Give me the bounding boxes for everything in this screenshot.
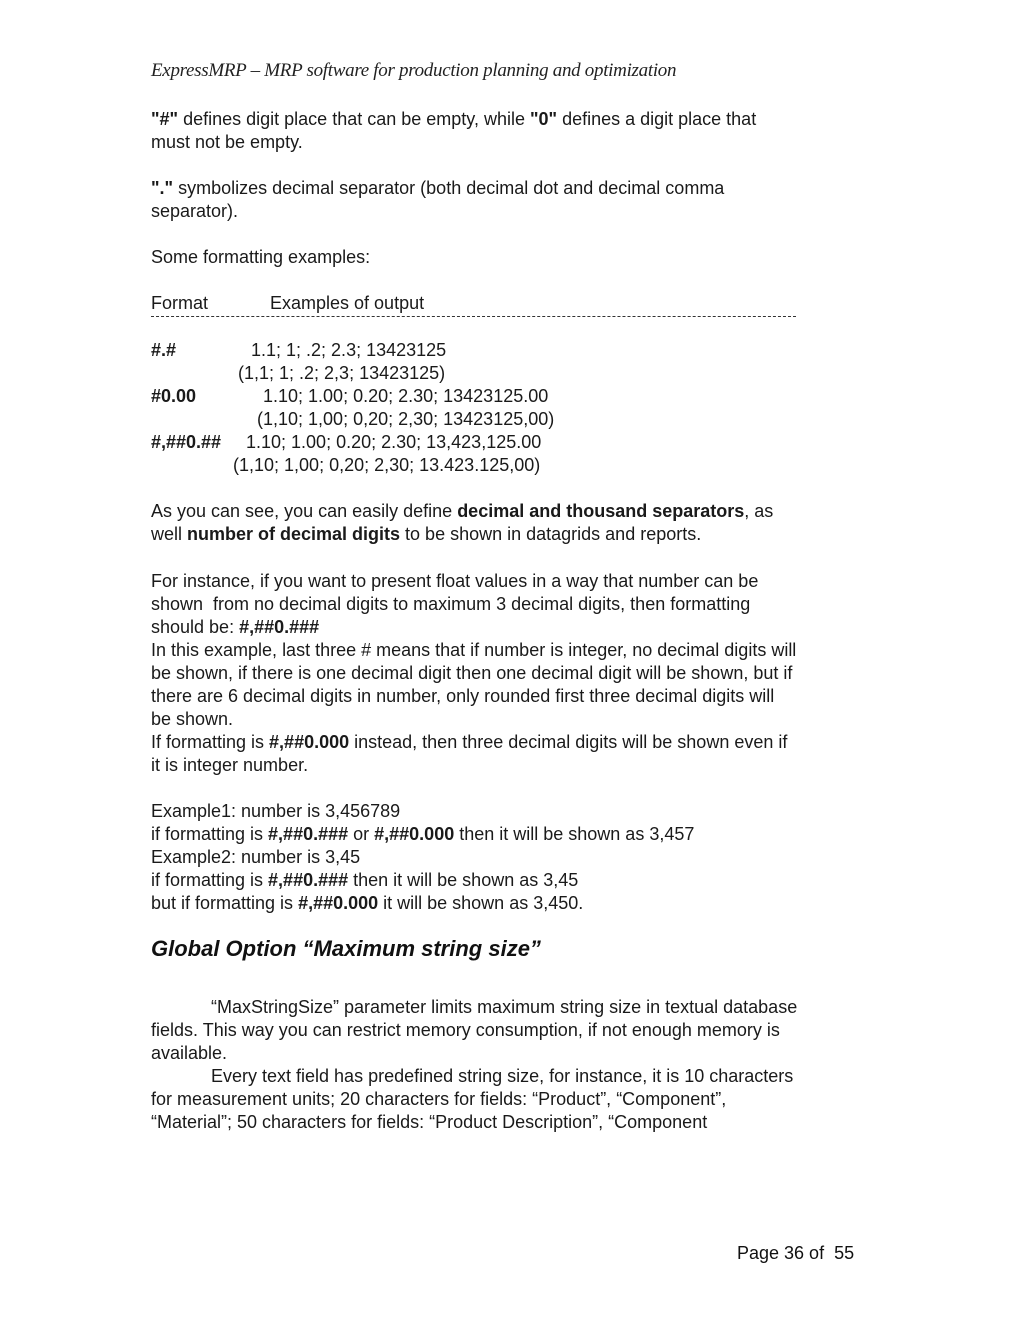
- table-row-output: 1.1; 1; .2; 2.3; 13423125: [251, 340, 447, 360]
- bold-phrase: decimal and thousand separators: [457, 501, 745, 521]
- code-format: #,##0.000: [269, 732, 350, 752]
- text: should be:: [151, 617, 240, 637]
- text: As you can see, you can easily define: [151, 501, 458, 521]
- code-format: #,##0.000: [374, 824, 455, 844]
- text: for measurement units; 20 characters for fields: “Product”, “Component”,: [151, 1089, 727, 1109]
- text: defines digit place that can be empty, while: [178, 109, 530, 129]
- text: shown from no decimal digits to maximum 3 decimal digits, then formatting: [151, 594, 751, 614]
- text: Example1: number is 3,456789: [151, 801, 401, 821]
- table-row-output-alt: (1,10; 1,00; 0,20; 2,30; 13423125,00): [257, 409, 555, 429]
- text: it is integer number.: [151, 755, 309, 775]
- text: Example2: number is 3,45: [151, 847, 361, 867]
- table-row-output-alt: (1,1; 1; .2; 2,3; 13423125): [238, 363, 446, 383]
- text: “Material”; 50 characters for fields: “Product Description”, “Component: [151, 1112, 708, 1132]
- text: if formatting is: [151, 870, 269, 890]
- text: separator).: [151, 201, 239, 221]
- text: Every text field has predefined string size, for instance, it is 10 characters: [211, 1066, 794, 1086]
- table-row-output: 1.10; 1.00; 0.20; 2.30; 13,423,125.00: [246, 432, 542, 452]
- text: if formatting is: [151, 824, 269, 844]
- page-number: Page 36 of 55: [737, 1243, 855, 1263]
- text: If formatting is: [151, 732, 270, 752]
- text: it will be shown as 3,450.: [378, 893, 584, 913]
- code-format: #,##0.###: [268, 824, 349, 844]
- text: then it will be shown as 3,457: [454, 824, 695, 844]
- text: there are 6 decimal digits in number, only rounded first three decimal digits will: [151, 686, 775, 706]
- code-format: #,##0.###: [268, 870, 349, 890]
- table-header-examples: Examples of output: [270, 293, 425, 313]
- code-hash: "#": [151, 109, 179, 129]
- text: fields. This way you can restrict memory consumption, if not enough memory is: [151, 1020, 780, 1040]
- text: well: [151, 524, 188, 544]
- text: be shown.: [151, 709, 234, 729]
- intro-paragraph-digit-place: [151, 108, 876, 154]
- text: available.: [151, 1043, 228, 1063]
- table-row-output-alt: (1,10; 1,00; 0,20; 2,30; 13.423.125,00): [233, 455, 541, 475]
- text: , as: [744, 501, 774, 521]
- table-divider: [151, 316, 796, 318]
- code-format: #,##0.###: [239, 617, 320, 637]
- bold-phrase: number of decimal digits: [187, 524, 401, 544]
- text: or: [348, 824, 375, 844]
- examples-block: [151, 800, 876, 915]
- text: instead, then three decimal digits will be shown even if: [349, 732, 788, 752]
- separators-paragraph: [151, 500, 876, 546]
- text: For instance, if you want to present float values in a way that number can be: [151, 571, 759, 591]
- text: symbolizes decimal separator (both decimal dot and decimal comma: [173, 178, 725, 198]
- table-row-format: #0.00: [151, 386, 197, 406]
- instance-paragraph: [151, 570, 876, 777]
- code-dot: ".": [151, 178, 174, 198]
- table-row-format: #,##0.##: [151, 432, 222, 452]
- text: In this example, last three # means that if number is integer, no decimal digits will: [151, 640, 797, 660]
- text: must not be empty.: [151, 132, 303, 152]
- text: “MaxStringSize” parameter limits maximum string size in textual database: [211, 997, 798, 1017]
- table-row-format: #.#: [151, 340, 177, 360]
- intro-paragraph-decimal-separator: [151, 177, 876, 223]
- running-header: ExpressMRP – MRP software for production planning and optimization: [151, 60, 677, 81]
- section-paragraphs: [151, 996, 876, 1134]
- section-heading: Global Option “Maximum string size”: [151, 936, 541, 961]
- code-format: #,##0.000: [298, 893, 379, 913]
- text: be shown, if there is one decimal digit then one decimal digit will be shown, but if: [151, 663, 793, 683]
- table-header-format: Format: [151, 293, 209, 313]
- intro-paragraph-examples-label: Some formatting examples:: [151, 247, 371, 267]
- text: then it will be shown as 3,45: [348, 870, 579, 890]
- table-row-output: 1.10; 1.00; 0.20; 2.30; 13423125.00: [263, 386, 549, 406]
- code-zero: "0": [529, 109, 558, 129]
- text: defines a digit place that: [557, 109, 757, 129]
- text: to be shown in datagrids and reports.: [400, 524, 702, 544]
- text: but if formatting is: [151, 893, 299, 913]
